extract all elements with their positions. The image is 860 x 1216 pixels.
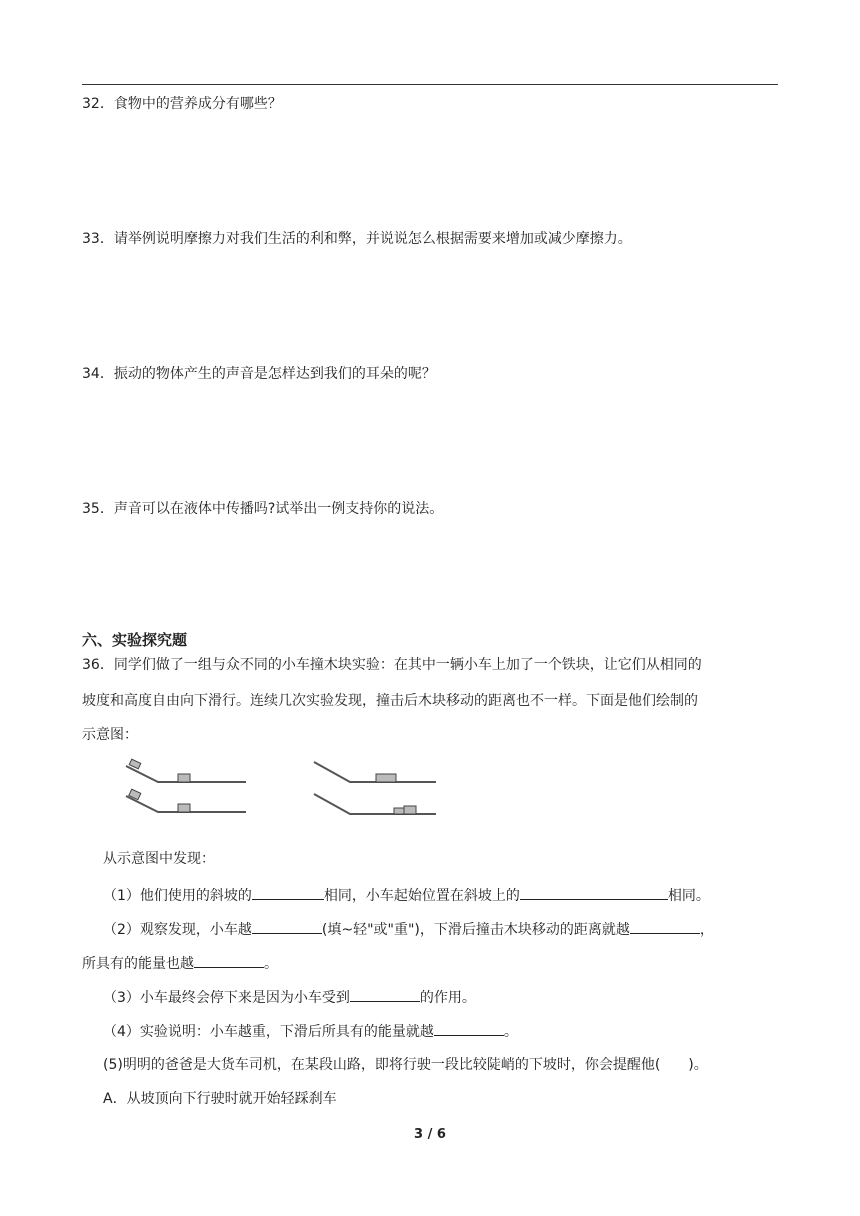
sub-question-4-part-a: （4）实验说明：小车越重，下滑后所具有的能量就越 [103, 1024, 434, 1040]
answer-blank-2c[interactable] [194, 953, 264, 968]
sub-question-2-part-a: （2）观察发现，小车越 [103, 922, 252, 938]
sub-question-4-part-b: 。 [503, 1024, 518, 1040]
answer-blank-1b[interactable] [520, 885, 668, 900]
sub-question-1 [103, 885, 710, 906]
sub-question-2 [103, 919, 714, 940]
sub-question-3-part-b: 的作用。 [419, 990, 476, 1006]
question-35: 35．声音可以在液体中传播吗?试举出一例支持你的说法。 [82, 501, 444, 517]
question-36-line-2: 坡度和高度自由向下滑行。连续几次实验发现，撞击后木块移动的距离也不一样。下面是他们绘制的 [82, 693, 698, 709]
header-rule [82, 84, 778, 85]
from-diagram-label: 从示意图中发现： [103, 851, 215, 867]
answer-blank-2a[interactable] [252, 919, 322, 934]
question-36-line-1: 36．同学们做了一组与众不同的小车撞木块实验：在其中一辆小车上加了一个铁块，让它们从相同的 [82, 657, 702, 673]
answer-blank-3[interactable] [350, 987, 420, 1002]
answer-blank-4[interactable] [434, 1021, 504, 1036]
sub-question-2-part-d: 所具有的能量也越 [82, 956, 194, 972]
sub-question-5: (5)明明的爸爸是大货车司机，在某段山路，即将行驶一段比较陡峭的下坡时，你会提醒他( )。 [103, 1057, 708, 1073]
section-title: 六、实验探究题 [82, 631, 188, 649]
question-33: 33．请举例说明摩擦力对我们生活的利和弊，并说说怎么根据需要来增加或减少摩擦力。 [82, 231, 632, 247]
sub-question-1-part-b: 相同，小车起始位置在斜坡上的 [323, 888, 520, 904]
sub-question-1-part-a: （1）他们使用的斜坡的 [103, 888, 252, 904]
page-number: 3 / 6 [414, 1127, 446, 1142]
question-36-line-3: 示意图： [82, 727, 138, 743]
sub-question-2-part-c: ， [699, 922, 714, 938]
sub-question-2-continued [82, 953, 278, 974]
sub-question-2-part-b: (填~轻"或"重")，下滑后撞击木块移动的距离就越 [321, 922, 630, 938]
experiment-diagram [118, 756, 448, 834]
answer-blank-1a[interactable] [252, 885, 324, 900]
answer-blank-2b[interactable] [630, 919, 700, 934]
sub-question-1-part-c: 相同。 [667, 888, 710, 904]
option-a[interactable]: A．从坡顶向下行驶时就开始轻踩刹车 [103, 1091, 337, 1107]
sub-question-4 [103, 1021, 518, 1042]
sub-question-3 [103, 987, 476, 1008]
sub-question-3-part-a: （3）小车最终会停下来是因为小车受到 [103, 990, 350, 1006]
question-32: 32．食物中的营养成分有哪些？ [82, 96, 282, 112]
sub-question-2-part-e: 。 [264, 956, 278, 972]
question-34: 34．振动的物体产生的声音是怎样达到我们的耳朵的呢？ [82, 366, 436, 382]
